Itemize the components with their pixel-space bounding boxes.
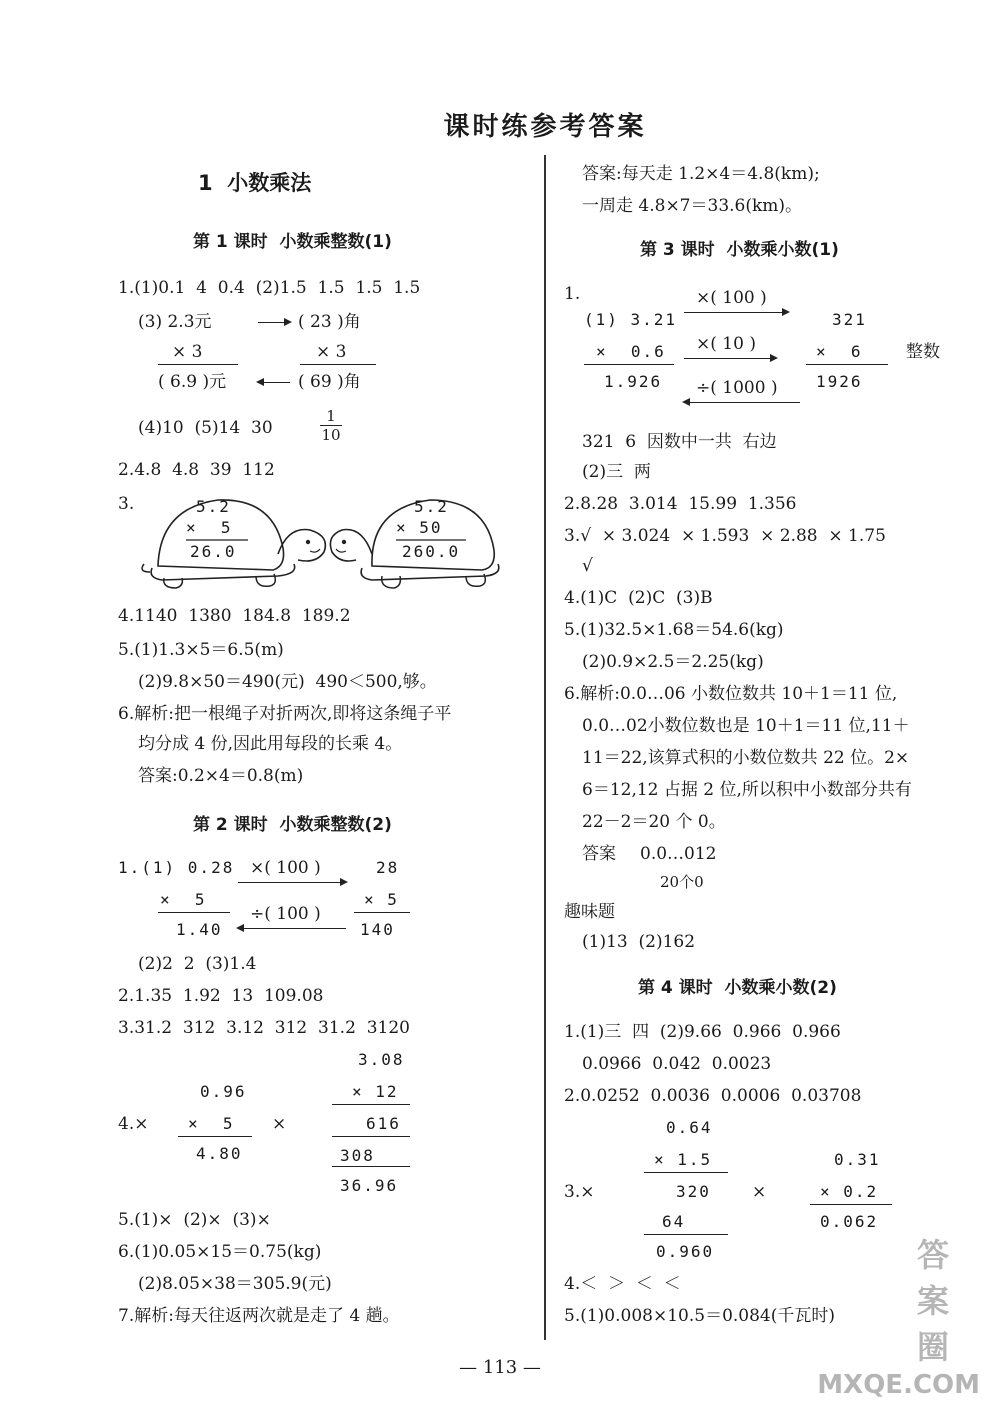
l4-q1b: 0.0966 0.042 0.0023	[582, 1054, 772, 1074]
l3-q4: 4.(1)C (2)C (3)B	[564, 588, 713, 608]
turtle1-line1: 5.2	[196, 497, 231, 516]
l4-q2: 2.0.0252 0.0036 0.0006 0.03708	[564, 1086, 862, 1106]
l3-q6a: 6.解析:0.0…06 小数位数共 10＋1＝11 位,	[564, 684, 898, 704]
l2-q4-b1: 3.08	[358, 1050, 405, 1069]
l3-q2: 2.8.28 3.014 15.99 1.356	[564, 494, 797, 514]
lesson1-title: 第 1 课时 小数乘整数(1)	[193, 232, 392, 252]
l2-q1-c: 1.40	[176, 920, 223, 939]
l1-q1-3d: ( 69 )角	[298, 372, 361, 392]
l2-q1-b: × 5	[160, 890, 207, 909]
l3-m3: 1926	[816, 372, 863, 391]
l1-q1-3c: ( 6.9 )元	[158, 372, 227, 392]
l1-q1-x3b: × 3	[316, 342, 347, 362]
l2-q1-d: (2)2 2 (3)1.4	[138, 954, 257, 974]
underline	[354, 912, 410, 913]
underline	[158, 364, 238, 365]
left-arrow-icon	[238, 928, 346, 929]
l2-q3: 3.31.2 312 3.12 312 31.2 3120	[118, 1018, 410, 1038]
l2-q4-a2: × 5	[188, 1114, 235, 1133]
l1-q6c: 答案:0.2×4＝0.8(m)	[138, 766, 304, 786]
l4-a5: 0.960	[656, 1242, 715, 1261]
underline	[584, 364, 674, 365]
underline	[332, 1166, 410, 1167]
l1-q2: 2.4.8 4.8 39 112	[118, 460, 275, 480]
r-top1: 答案:每天走 1.2×4＝4.8(km);	[582, 164, 820, 184]
unit-title: 1 小数乘法	[198, 171, 312, 195]
right-arrow-icon	[258, 322, 290, 323]
watermark-logo-text: 答案圈	[916, 1236, 951, 1366]
l3-op1: ×( 100 )	[696, 288, 767, 308]
underline	[810, 1204, 892, 1205]
l1-q1-3a: (3) 2.3元	[138, 312, 212, 332]
l3-q3b: √	[582, 556, 593, 576]
turtle2-line2: × 50	[396, 518, 443, 537]
l3-q6d: 6＝12,12 占据 2 位,所以积中小数部分共有	[582, 780, 912, 800]
l4-q5: 5.(1)0.008×10.5＝0.084(千瓦时)	[564, 1306, 835, 1326]
turtle1-line2: × 5	[186, 518, 233, 537]
l4-x: ×	[752, 1182, 767, 1202]
turtle1-line3: 26.0	[190, 542, 237, 561]
l1-q5a: 5.(1)1.3×5＝6.5(m)	[118, 640, 284, 660]
l3-l2: × 0.6	[596, 342, 666, 361]
lesson4-title: 第 4 课时 小数乘小数(2)	[638, 978, 837, 998]
right-arrow-icon	[684, 312, 788, 313]
l3-q6c: 11＝22,该算式积的小数位数共 22 位。2×	[582, 748, 910, 768]
l3-ans-label: 答案	[582, 844, 616, 864]
watermark-url: MXQE.COM	[817, 1370, 980, 1400]
l2-q1-r2: × 5	[364, 890, 399, 909]
left-arrow-icon	[258, 382, 290, 383]
l3-zs: 整数	[906, 342, 940, 362]
l3-l1: (1) 3.21	[584, 310, 678, 329]
l1-q3: 3.	[118, 494, 135, 514]
l4-q3-label: 3.×	[564, 1182, 595, 1202]
l2-q4-x: ×	[272, 1114, 287, 1134]
l2-q5: 5.(1)× (2)× (3)×	[118, 1210, 271, 1230]
l2-q4-a3: 4.80	[196, 1144, 243, 1163]
l3-ans-val: 0.0…012	[640, 844, 717, 864]
fraction-denominator: 10	[321, 426, 341, 445]
left-arrow-icon	[684, 402, 800, 403]
l3-q6e: 22－2＝20 个 0。	[582, 812, 726, 832]
l3-q5b: (2)0.9×2.5＝2.25(kg)	[582, 652, 764, 672]
l1-q1-line1: 1.(1)0.1 4 0.4 (2)1.5 1.5 1.5 1.5	[118, 278, 421, 298]
l3-q5a: 5.(1)32.5×1.68＝54.6(kg)	[564, 620, 784, 640]
l1-q1-x3a: × 3	[172, 342, 203, 362]
column-divider	[544, 155, 546, 1340]
l2-q1-r1: 28	[376, 858, 400, 877]
l3-q6b: 0.0…02小数位数也是 10＋1＝11 位,11＋	[582, 716, 910, 736]
l2-q6a: 6.(1)0.05×15＝0.75(kg)	[118, 1242, 322, 1262]
l2-q4-b3: 616	[366, 1114, 401, 1133]
page-title: 课时练参考答案	[443, 112, 647, 142]
l2-q4-b5: 36.96	[340, 1176, 399, 1195]
underline	[644, 1234, 728, 1235]
l2-q1a: 1.(1) 0.28	[118, 858, 235, 877]
l1-q1-3b: ( 23 )角	[298, 312, 361, 332]
underline	[158, 912, 230, 913]
underline	[300, 364, 376, 365]
l3-q1: 1.	[564, 284, 581, 304]
l1-q1-4: (4)10 (5)14 30	[138, 418, 273, 438]
turtle2-line3: 260.0	[402, 542, 461, 561]
l4-a4: 64	[662, 1212, 686, 1231]
right-arrow-icon	[684, 358, 776, 359]
l3-q1b: 321 6 因数中一共 右边	[582, 432, 777, 452]
underline	[644, 1172, 728, 1173]
page-number: — 113 —	[459, 1357, 541, 1378]
l2-q4-label: 4.×	[118, 1114, 149, 1134]
l4-a2: × 1.5	[654, 1150, 713, 1169]
l3-q1c: (2)三 两	[582, 462, 651, 482]
l2-q4-b4: 308	[340, 1146, 375, 1165]
lesson3-title: 第 3 课时 小数乘小数(1)	[640, 240, 839, 260]
underline	[806, 364, 888, 365]
l2-q7: 7.解析:每天往返两次就是走了 4 趟。	[118, 1306, 400, 1326]
l1-q4: 4.1140 1380 184.8 189.2	[118, 606, 351, 626]
l2-q1-r3: 140	[360, 920, 395, 939]
underline	[332, 1104, 410, 1105]
l3-m2: × 6	[816, 342, 863, 361]
l4-q1a: 1.(1)三 四 (2)9.66 0.966 0.966	[564, 1022, 841, 1042]
l2-q2: 2.1.35 1.92 13 109.08	[118, 986, 324, 1006]
l4-b3: 0.062	[820, 1212, 879, 1231]
r-top2: 一周走 4.8×7＝33.6(km)。	[582, 196, 803, 216]
l2-q4-a1: 0.96	[200, 1082, 247, 1101]
l3-op2: ×( 10 )	[696, 334, 756, 354]
l4-b2: × 0.2	[820, 1182, 879, 1201]
l4-b1: 0.31	[834, 1150, 881, 1169]
fraction-numerator: 1	[326, 407, 336, 425]
fun-title: 趣味题	[564, 902, 615, 922]
l1-q6b: 均分成 4 份,因此用每段的长乘 4。	[138, 734, 403, 754]
underline	[178, 1136, 252, 1137]
l1-q6a: 6.解析:把一根绳子对折两次,即将这条绳子平	[118, 704, 452, 724]
lesson2-title: 第 2 课时 小数乘整数(2)	[193, 815, 392, 835]
l3-m1: 321	[832, 310, 867, 329]
fraction	[320, 407, 342, 444]
l3-op3: ÷( 1000 )	[696, 378, 778, 398]
l3-l3: 1.926	[604, 372, 663, 391]
turtle-illustration	[138, 488, 338, 593]
l2-q6b: (2)8.05×38＝305.9(元)	[138, 1274, 332, 1294]
l2-q1-op1: ×( 100 )	[250, 858, 321, 878]
l3-ans-note: 20个0	[660, 873, 704, 891]
l4-a1: 0.64	[666, 1118, 713, 1137]
l4-a3: 320	[676, 1182, 711, 1201]
l4-q4: 4.＜ ＞ ＜ ＜	[564, 1274, 681, 1294]
fun-answers: (1)13 (2)162	[582, 932, 696, 952]
l3-q3: 3.√ × 3.024 × 1.593 × 2.88 × 1.75	[564, 526, 886, 546]
l2-q1-op2: ÷( 100 )	[250, 904, 321, 924]
turtle2-line1: 5.2	[414, 497, 449, 516]
underline	[332, 1136, 410, 1137]
right-arrow-icon	[238, 882, 346, 883]
l1-q5b: (2)9.8×50＝490(元) 490＜500,够。	[138, 672, 437, 692]
l2-q4-b2: × 12	[352, 1082, 399, 1101]
